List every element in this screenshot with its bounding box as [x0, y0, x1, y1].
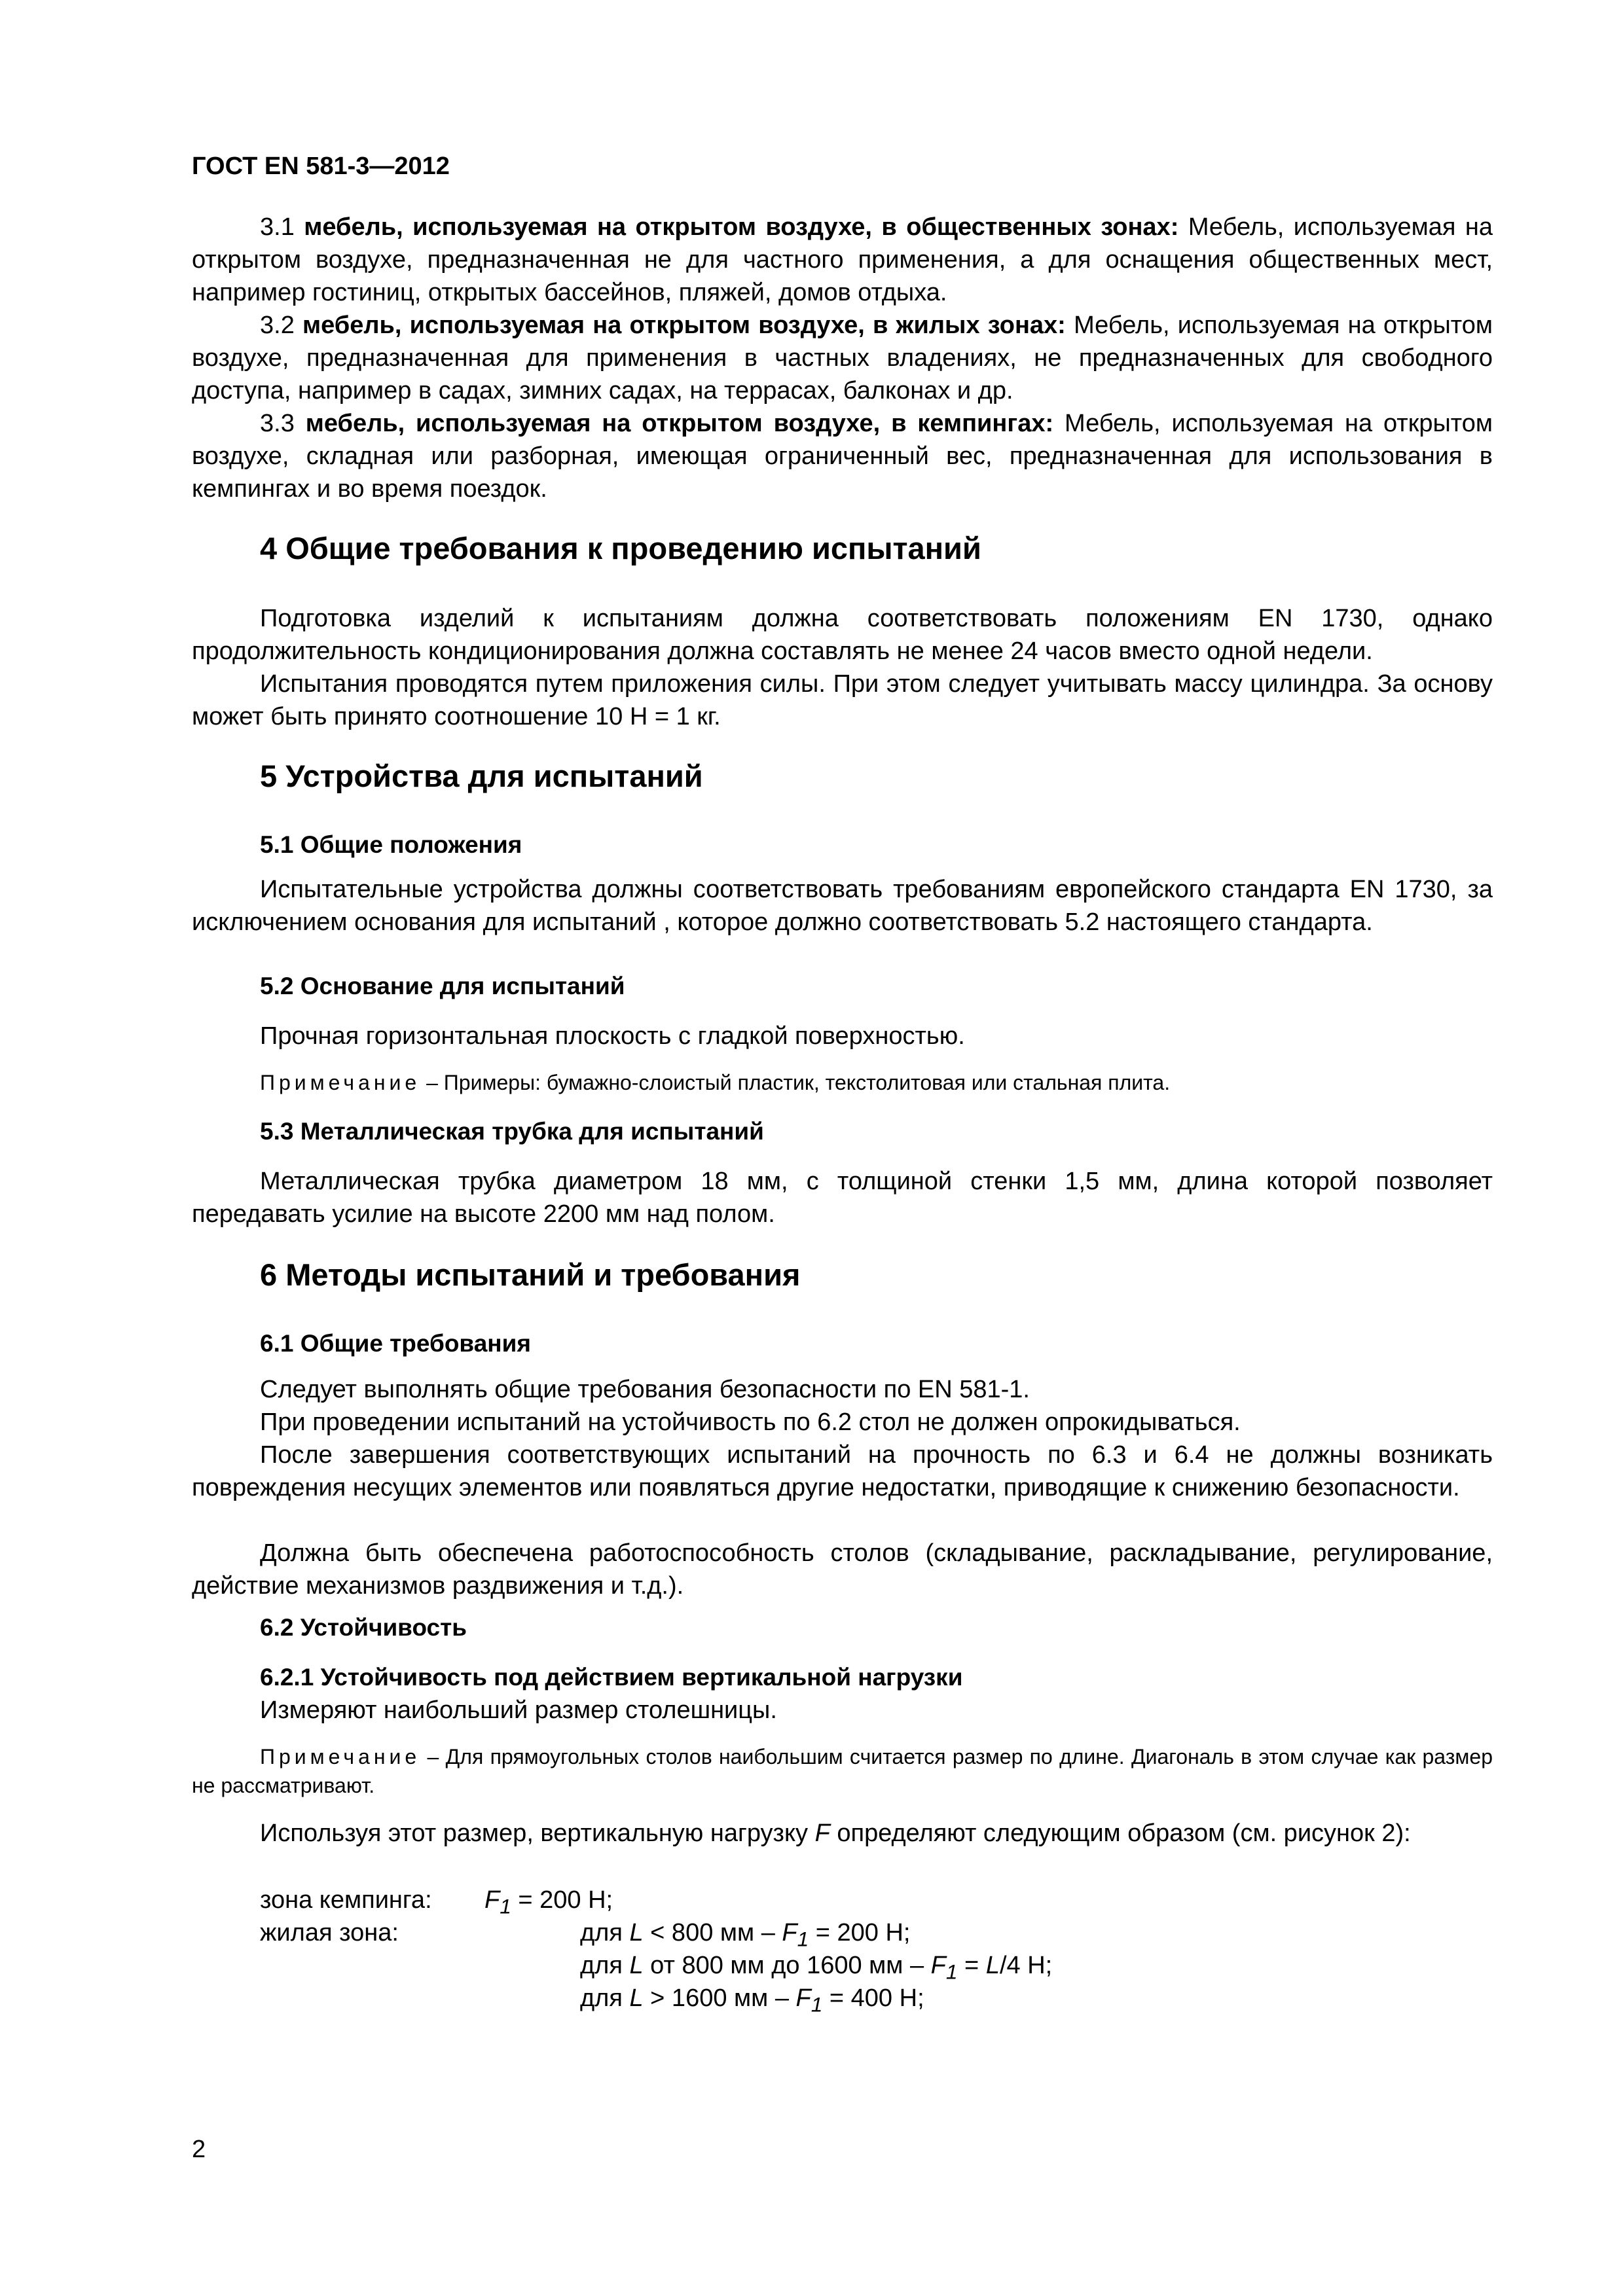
subscript: 1: [945, 1960, 958, 1984]
living-zone-row-3: [580, 1982, 924, 2021]
condition: > 1600 мм –: [643, 1984, 796, 2012]
section-6-heading: 6 Методы испытаний и требования: [260, 1257, 801, 1292]
note-text: – Для прямоугольных столов наибольшим считается размер по длине. Диагональ в этом случае как размер не рассматривают.: [192, 1745, 1493, 1797]
definition-number: 3.3: [260, 410, 306, 437]
section-6-2-1-note: [192, 1742, 1493, 1800]
variable-f: F: [484, 1886, 500, 1914]
variable-f: F: [782, 1919, 797, 1946]
definition-number: 3.1: [260, 213, 304, 241]
definition-number: 3.2: [260, 312, 303, 339]
definition-term: мебель, используемая на открытом воздухе, в жилых зонах:: [302, 312, 1066, 339]
condition: от 800 мм до 1600 мм –: [643, 1952, 931, 1979]
camping-zone-label: зона кемпинга:: [260, 1886, 432, 1914]
section-5-heading: 5 Устройства для испытаний: [260, 759, 703, 793]
definition-term: мебель, используемая на открытом воздухе, в кемпингах:: [305, 410, 1054, 437]
definition-3-3: [192, 407, 1493, 505]
variable-l: L: [629, 1919, 644, 1946]
section-5-2-note: [192, 1068, 1493, 1097]
text-fragment: определяют следующим образом (см. рисунок 2):: [830, 1820, 1411, 1847]
load-value: = 200 Н;: [809, 1919, 911, 1946]
section-6-2-1-paragraph: Измеряют наибольший размер столешницы.: [260, 1696, 777, 1724]
definition-text: Мебель, используемая на открытом воздухе, предназначенная для применения в частных владениях, не предназначенных для свободного доступа, например в садах, зимних садах, на террасах, балконах и др.: [192, 312, 1493, 404]
load-value: =: [957, 1952, 986, 1979]
section-4-heading: 4 Общие требования к проведению испытаний: [260, 531, 981, 565]
text-fragment: для: [580, 1952, 630, 1979]
section-5-3-heading: 5.3 Металлическая трубка для испытаний: [260, 1118, 764, 1145]
section-6-1-heading: 6.1 Общие требования: [260, 1330, 531, 1357]
section-4-paragraph-1: Подготовка изделий к испытаниям должна соответствовать положениям EN 1730, однако продолжительность кондиционирования должна составлять не менее 24 часов вместо одной недели.: [192, 605, 1493, 665]
document-header-title: ГОСТ EN 581-3—2012: [192, 152, 450, 180]
definition-term: мебель, используемая на открытом воздухе, в общественных зонах:: [304, 213, 1179, 241]
section-6-1-paragraph-d: Должна быть обеспечена работоспособность столов (складывание, раскладывание, регулирование, действие механизмов раздвижения и т.д.).: [192, 1539, 1493, 1600]
living-zone-label: жилая зона:: [260, 1919, 399, 1946]
condition: < 800 мм –: [643, 1919, 782, 1946]
page-number: 2: [192, 2136, 206, 2163]
variable-l: L: [629, 1952, 644, 1979]
subscript: 1: [811, 1992, 823, 2017]
subscript: 1: [500, 1894, 511, 1918]
variable-f: F: [795, 1984, 811, 2012]
variable-f: F: [814, 1820, 830, 1847]
load-value: = 400 Н;: [822, 1984, 924, 2012]
definition-text: Мебель, используемая на открытом воздухе, предназначенная не для частного применения, а для оснащения общественных мест, например гостиниц, открытых бассейнов, пляжей, домов отдыха.: [192, 213, 1493, 306]
section-5-2-paragraph: Прочная горизонтальная плоскость с гладкой поверхностью.: [260, 1022, 965, 1050]
definition-3-2: [192, 309, 1493, 407]
section-5-3-paragraph: Металлическая трубка диаметром 18 мм, с толщиной стенки 1,5 мм, длина которой позволяет передавать усилие на высоте 2200 мм над полом.: [192, 1168, 1493, 1228]
section-5-1-heading: 5.1 Общие положения: [260, 831, 522, 858]
text-fragment: для: [580, 1919, 630, 1946]
load-value: = 200 Н;: [518, 1886, 613, 1914]
section-5-2-heading: 5.2 Основание для испытаний: [260, 973, 625, 999]
subscript: 1: [797, 1927, 809, 1951]
text-fragment: для: [580, 1984, 630, 2012]
note-text: – Примеры: бумажно-слоистый пластик, текстолитовая или стальная плита.: [420, 1071, 1171, 1094]
load-value: /4 Н;: [999, 1952, 1053, 1979]
section-5-1-paragraph: Испытательные устройства должны соответствовать требованиям европейского стандарта EN 1730, за исключением основания для испытаний , которое должно соответствовать 5.2 настоящего стандарта.: [192, 876, 1493, 936]
text-fragment: Используя этот размер, вертикальную нагрузку: [260, 1820, 815, 1847]
variable-f: F: [930, 1952, 946, 1979]
variable-l: L: [629, 1984, 644, 2012]
definition-text: Мебель, используемая на открытом воздухе, складная или разборная, имеющая ограниченный вес, предназначенная для использования в кемпингах и во время поездок.: [192, 410, 1493, 503]
section-6-2-1-heading: 6.2.1 Устойчивость под действием вертикальной нагрузки: [260, 1664, 963, 1691]
section-6-2-1-paragraph-b: [192, 1817, 1493, 1850]
note-label: Примечание: [260, 1071, 421, 1094]
section-6-1-paragraph-c: После завершения соответствующих испытаний на прочность по 6.3 и 6.4 не должны возникать повреждения несущих элементов или появляться другие недостатки, приводящие к снижению безопасности.: [192, 1441, 1493, 1501]
section-6-1-paragraph-b: При проведении испытаний на устойчивость по 6.2 стол не должен опрокидываться.: [260, 1408, 1241, 1436]
section-6-2-heading: 6.2 Устойчивость: [260, 1614, 467, 1641]
section-6-1-paragraph-a: Следует выполнять общие требования безопасности по EN 581-1.: [260, 1376, 1030, 1403]
variable-l: L: [985, 1952, 1000, 1979]
note-label: Примечание: [260, 1745, 421, 1768]
section-4-paragraph-2: Испытания проводятся путем приложения силы. При этом следует учитывать массу цилиндра. За основу может быть принято соотношение 10 Н = 1 кг.: [192, 670, 1493, 730]
definition-3-1: [192, 211, 1493, 309]
